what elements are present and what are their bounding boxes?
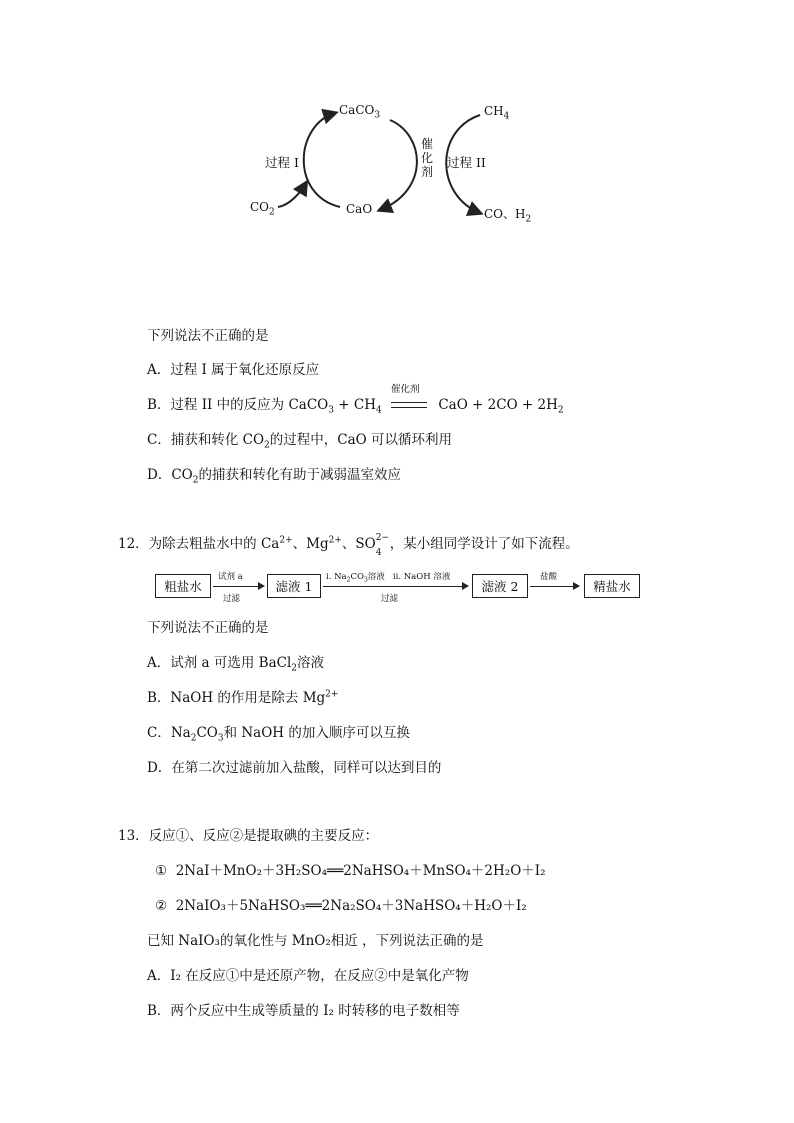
q13-given: 已知 NaIO₃的氧化性与 MnO₂相近 ，下列说法正确的是: [147, 933, 484, 949]
flow-step2-top: i. $Na_2CO_3$溶液 ii. NaOH 溶液: [326, 572, 451, 584]
arc-co2: [278, 183, 306, 207]
q11-option-c: C．捕获和转化 $CO_2$的过程中，CaO 可以循环利用: [147, 432, 453, 451]
q11-stem: 下列说法不正确的是: [147, 328, 269, 344]
q13-option-b: B．两个反应中生成等质量的 I₂ 时转移的电子数相等: [147, 1003, 460, 1019]
flow-step1-bottom: 过滤: [223, 594, 241, 604]
cycle-diagram: [240, 95, 540, 235]
flow-arrowhead-1: [258, 582, 265, 590]
flow-arrowhead-2: [462, 582, 469, 590]
q13-reaction-2: ② 2NaIO₃＋5NaHSO₃══2Na₂SO₄＋3NaHSO₄＋H₂O＋I₂: [155, 898, 527, 914]
flow-arrow-1: [213, 586, 259, 587]
flow-box-crude-brine: 粗盐水: [155, 574, 211, 598]
process2-label: 过程 II: [447, 155, 486, 170]
flow-box-filtrate-1: 滤液 1: [267, 574, 321, 598]
products-label: CO、$H_2$: [484, 207, 532, 225]
flow-arrow-3: [530, 586, 574, 587]
q11-option-b: B．过程 II 中的反应为 CaCO$_3$ + $CH_4$ 催化剂 CaO + $2CO + 2H_2$: [147, 396, 564, 414]
q13-stem: 13．反应①、反应②是提取碘的主要反应：: [118, 828, 379, 844]
q13-option-a: A．I₂ 在反应①中是还原产物，在反应②中是氧化产物: [147, 968, 469, 984]
caco3-label: CaCO$_3$: [339, 103, 381, 121]
q12-option-b: B．NaOH 的作用是除去 $Mg^{2+}$: [147, 689, 339, 706]
flow-step1-top: 试剂 a: [218, 572, 243, 582]
cao-label: CaO: [346, 202, 373, 216]
flow-arrow-2: [323, 586, 463, 587]
arc-left: [304, 113, 340, 207]
q12-sub-stem: 下列说法不正确的是: [147, 620, 269, 636]
q12-stem: 12．为除去粗盐水中的 $Ca^{2+}$、$Mg^{2+}$、SO 2− 4 ，某小组同学设计了如下流程。: [118, 533, 579, 558]
flow-step3-top: 盐酸: [540, 572, 558, 582]
flow-arrowhead-3: [573, 582, 580, 590]
ch4-label: $CH_4$: [484, 104, 510, 122]
flow-box-filtrate-2: 滤液 2: [472, 574, 528, 598]
q12-flowchart: [155, 570, 645, 606]
process1-label: 过程 I: [265, 155, 299, 170]
q11-option-d: D．$CO_2$的捕获和转化有助于减弱温室效应: [147, 467, 401, 486]
flow-step2-bottom: 过滤: [381, 594, 399, 604]
q13-reaction-1: ① 2NaI＋MnO₂＋3H₂SO₄══2NaHSO₄＋MnSO₄＋2H₂O＋I₂: [155, 863, 546, 879]
catalyst-over-equals: 催化剂: [391, 384, 420, 395]
equals-sign: [391, 402, 427, 408]
co2-label: $CO_2$: [250, 200, 275, 218]
q12-option-a: A．试剂 a 可选用 BaCl$_2$溶液: [147, 655, 325, 674]
catalyst-label: 催 化 剂: [420, 137, 433, 179]
q12-option-d: D．在第二次过滤前加入盐酸，同样可以达到目的: [147, 760, 442, 776]
flow-box-refined-brine: 精盐水: [584, 574, 640, 598]
q12-option-c: C．$Na_2CO_3$和 NaOH 的加入顺序可以互换: [147, 725, 410, 744]
arc-right: [380, 120, 417, 210]
q11-option-a: A．过程 I 属于氧化还原反应: [147, 362, 320, 378]
